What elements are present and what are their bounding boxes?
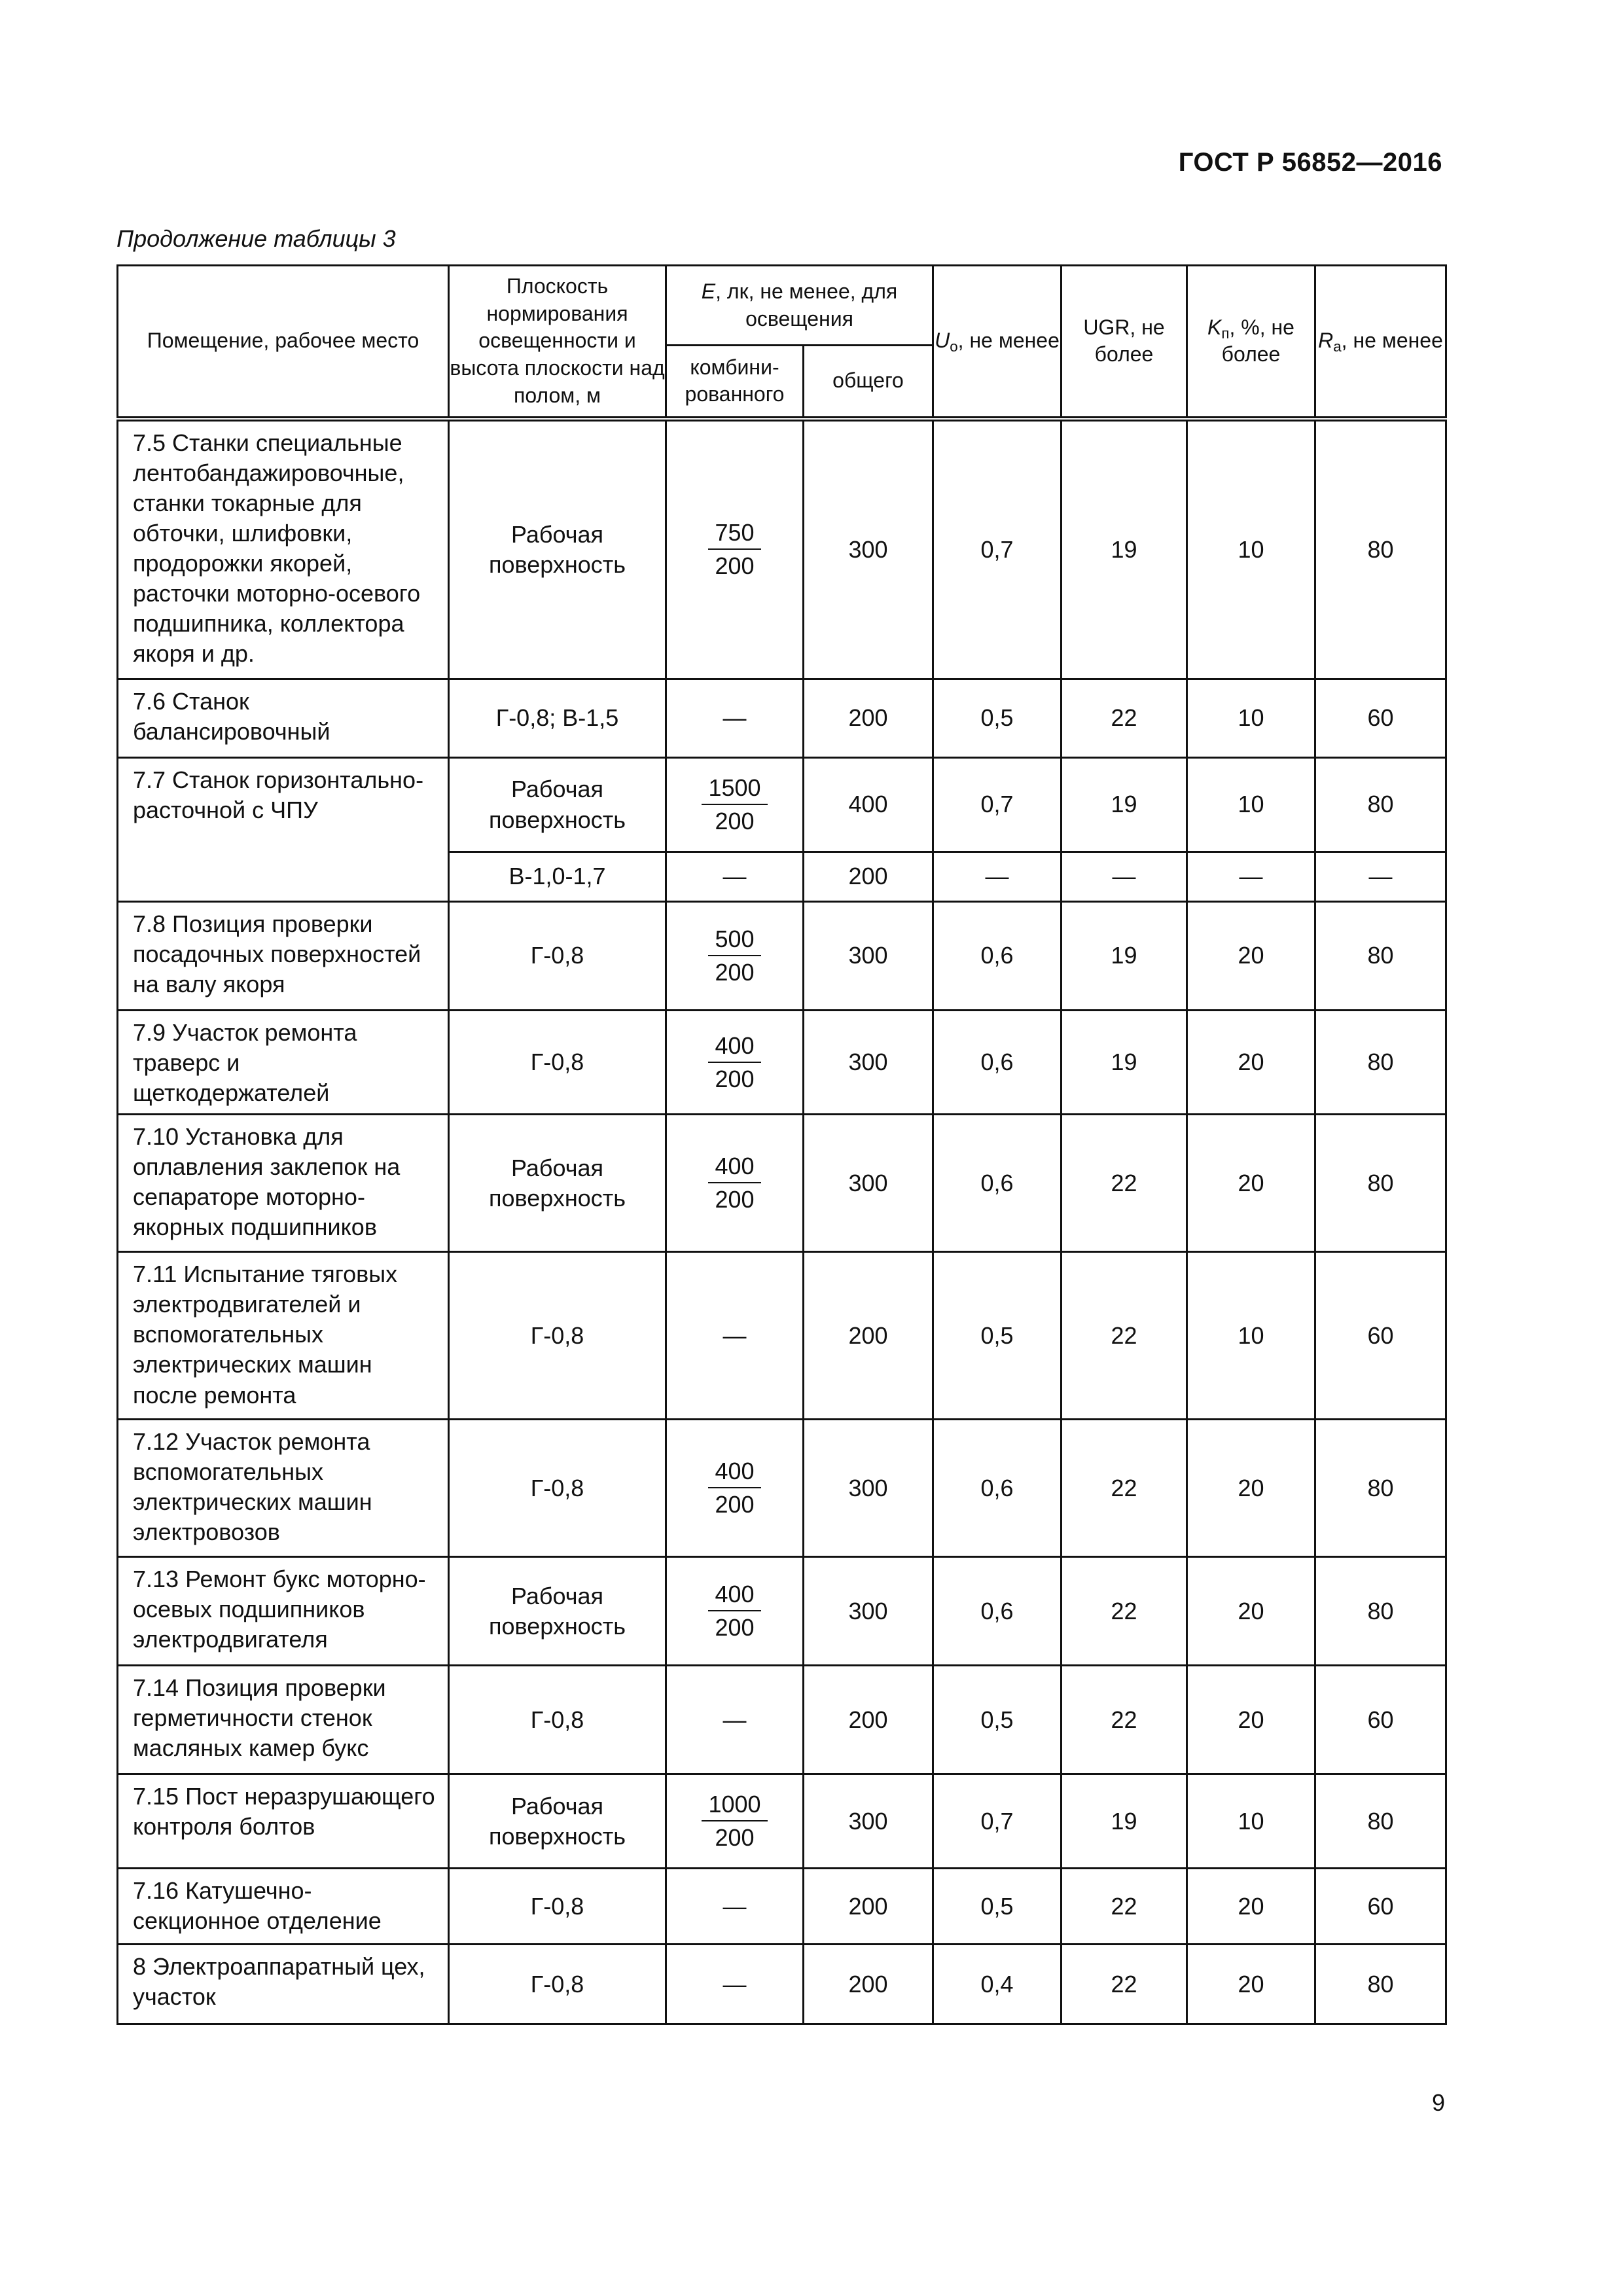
cell-ripple: 20 xyxy=(1187,1666,1315,1774)
cell-combined xyxy=(666,1011,804,1115)
fraction-numerator: 400 xyxy=(708,1579,760,1611)
document-code: ГОСТ Р 56852—2016 xyxy=(1178,148,1442,177)
cell-ripple: — xyxy=(1187,852,1315,902)
cell-general: 300 xyxy=(804,1774,933,1869)
cell-ugr: 19 xyxy=(1061,758,1187,852)
cell-room: 7.11 Испытание тяговых электродвигателей и вспомогательных электрических машин после ремонта xyxy=(118,1252,449,1420)
cell-plane: Рабочая поверхность xyxy=(449,419,666,679)
cell-uniformity: 0,6 xyxy=(933,1420,1061,1557)
cell-plane: Рабочая поверхность xyxy=(449,1115,666,1252)
cell-room: 7.6 Станок балансировочный xyxy=(118,679,449,758)
cell-room: 7.10 Установка для оплавления заклепок на сепараторе моторно-якорных подшипников xyxy=(118,1115,449,1252)
fraction-denominator: 200 xyxy=(715,1491,755,1518)
cell-combined xyxy=(666,1115,804,1252)
cell-color-rendering: — xyxy=(1315,852,1446,902)
cell-room: 7.16 Катушечно-секционное отделение xyxy=(118,1869,449,1945)
cell-uniformity: 0,7 xyxy=(933,419,1061,679)
cell-plane: Г-0,8 xyxy=(449,1420,666,1557)
cell-uniformity: 0,4 xyxy=(933,1945,1061,2024)
cell-ugr: 22 xyxy=(1061,1252,1187,1420)
header-plane: Плоскость нормирования освещенности и высота плоскости над полом, м xyxy=(449,266,666,419)
fraction-denominator: 200 xyxy=(715,1065,755,1092)
fraction-numerator: 750 xyxy=(708,518,760,550)
cell-combined: — xyxy=(666,1945,804,2024)
cell-ugr: 19 xyxy=(1061,1011,1187,1115)
cell-general: 300 xyxy=(804,419,933,679)
cell-ugr: 19 xyxy=(1061,1774,1187,1869)
illuminance-fraction xyxy=(708,518,760,581)
fraction-denominator: 200 xyxy=(715,1824,755,1852)
table-row xyxy=(118,1557,1446,1666)
cell-color-rendering: 80 xyxy=(1315,1945,1446,2024)
header-room: Помещение, рабочее место xyxy=(118,266,449,419)
cell-plane: Рабочая поверхность xyxy=(449,1557,666,1666)
cell-ripple: 10 xyxy=(1187,419,1315,679)
cell-room: 7.15 Пост неразрушающего контроля болтов xyxy=(118,1774,449,1869)
table-row xyxy=(118,1774,1446,1869)
cell-color-rendering: 80 xyxy=(1315,1011,1446,1115)
cell-uniformity: 0,5 xyxy=(933,1252,1061,1420)
cell-plane: Г-0,8 xyxy=(449,1252,666,1420)
cell-plane: Г-0,8 xyxy=(449,1945,666,2024)
header-ripple: $K_п$, %, не более xyxy=(1187,266,1315,419)
cell-ugr: 22 xyxy=(1061,1557,1187,1666)
cell-general: 300 xyxy=(804,902,933,1011)
cell-ugr: — xyxy=(1061,852,1187,902)
fraction-denominator: 200 xyxy=(715,552,755,580)
cell-room: 8 Электроаппаратный цех, участок xyxy=(118,1945,449,2024)
header-illuminance-group: E, лк, не менее, для освещения xyxy=(666,266,933,346)
cell-uniformity: 0,6 xyxy=(933,1557,1061,1666)
cell-uniformity: 0,6 xyxy=(933,1115,1061,1252)
cell-plane: Г-0,8; В-1,5 xyxy=(449,679,666,758)
cell-room: 7.12 Участок ремонта вспомогательных электрических машин электровозов xyxy=(118,1420,449,1557)
cell-general: 300 xyxy=(804,1011,933,1115)
cell-ripple: 20 xyxy=(1187,1420,1315,1557)
table-row xyxy=(118,419,1446,679)
fraction-numerator: 1500 xyxy=(702,773,767,805)
cell-general: 200 xyxy=(804,1666,933,1774)
cell-color-rendering: 80 xyxy=(1315,1774,1446,1869)
cell-ripple: 20 xyxy=(1187,1869,1315,1945)
cell-room: 7.8 Позиция проверки посадочных поверхностей на валу якоря xyxy=(118,902,449,1011)
table-row xyxy=(118,1252,1446,1420)
cell-room: 7.7 Станок горизонтально-расточной с ЧПУ xyxy=(118,758,449,852)
page-number: 9 xyxy=(1431,2089,1445,2116)
cell-room: 7.5 Станки специальные лентобандажировочные, станки токарные для обточки, шлифовки, продорожки якорей, расточки моторно-осевого подшипника, коллектора якоря и др. xyxy=(118,419,449,679)
cell-room xyxy=(118,852,449,902)
table-continuation-caption: Продолжение таблицы 3 xyxy=(116,225,396,252)
cell-general: 200 xyxy=(804,1945,933,2024)
cell-color-rendering: 80 xyxy=(1315,1557,1446,1666)
illuminance-fraction xyxy=(702,773,767,836)
cell-ugr: 19 xyxy=(1061,902,1187,1011)
cell-combined xyxy=(666,758,804,852)
fraction-numerator: 400 xyxy=(708,1151,760,1183)
fraction-denominator: 200 xyxy=(715,807,755,834)
cell-plane: Г-0,8 xyxy=(449,902,666,1011)
table-row xyxy=(118,679,1446,758)
cell-color-rendering: 80 xyxy=(1315,758,1446,852)
table-row xyxy=(118,1420,1446,1557)
cell-combined: — xyxy=(666,679,804,758)
cell-plane: Г-0,8 xyxy=(449,1869,666,1945)
cell-room: 7.14 Позиция проверки герметичности стенок масляных камер букс xyxy=(118,1666,449,1774)
cell-ugr: 22 xyxy=(1061,1869,1187,1945)
header-color-rendering: $R_а$, не менее xyxy=(1315,266,1446,419)
fraction-denominator: 200 xyxy=(715,1614,755,1641)
fraction-numerator: 400 xyxy=(708,1031,760,1063)
cell-ripple: 10 xyxy=(1187,1774,1315,1869)
cell-ugr: 22 xyxy=(1061,1420,1187,1557)
cell-color-rendering: 60 xyxy=(1315,1869,1446,1945)
cell-room: 7.9 Участок ремонта траверс и щеткодержателей xyxy=(118,1011,449,1115)
cell-uniformity: 0,5 xyxy=(933,679,1061,758)
cell-color-rendering: 60 xyxy=(1315,1666,1446,1774)
cell-combined xyxy=(666,1557,804,1666)
table-row xyxy=(118,1869,1446,1945)
cell-ripple: 10 xyxy=(1187,679,1315,758)
fraction-numerator: 400 xyxy=(708,1456,760,1488)
cell-general: 300 xyxy=(804,1115,933,1252)
cell-plane: Г-0,8 xyxy=(449,1666,666,1774)
cell-uniformity: 0,7 xyxy=(933,1774,1061,1869)
header-combined-lighting: комбини-рованного xyxy=(666,346,804,419)
illuminance-fraction xyxy=(708,1031,760,1094)
table-row xyxy=(118,1011,1446,1115)
table-row xyxy=(118,852,1446,902)
cell-ripple: 10 xyxy=(1187,1252,1315,1420)
cell-general: 200 xyxy=(804,1869,933,1945)
fraction-denominator: 200 xyxy=(715,958,755,986)
cell-combined: — xyxy=(666,1869,804,1945)
cell-color-rendering: 80 xyxy=(1315,902,1446,1011)
table-row xyxy=(118,1666,1446,1774)
cell-general: 200 xyxy=(804,679,933,758)
cell-uniformity: 0,6 xyxy=(933,902,1061,1011)
cell-color-rendering: 80 xyxy=(1315,419,1446,679)
cell-ugr: 22 xyxy=(1061,1666,1187,1774)
illuminance-fraction xyxy=(708,1579,760,1642)
cell-general: 300 xyxy=(804,1557,933,1666)
cell-plane: Г-0,8 xyxy=(449,1011,666,1115)
cell-general: 200 xyxy=(804,1252,933,1420)
cell-combined: — xyxy=(666,1252,804,1420)
cell-general: 400 xyxy=(804,758,933,852)
lighting-norms-table xyxy=(116,264,1447,2025)
cell-ripple: 20 xyxy=(1187,1557,1315,1666)
cell-ugr: 22 xyxy=(1061,679,1187,758)
cell-uniformity: 0,5 xyxy=(933,1666,1061,1774)
header-ugr: UGR, не более xyxy=(1061,266,1187,419)
cell-uniformity: 0,7 xyxy=(933,758,1061,852)
cell-ugr: 19 xyxy=(1061,419,1187,679)
cell-ugr: 22 xyxy=(1061,1945,1187,2024)
fraction-numerator: 500 xyxy=(708,924,760,956)
cell-combined xyxy=(666,902,804,1011)
header-general-lighting: общего xyxy=(804,346,933,419)
illuminance-fraction xyxy=(708,1456,760,1519)
cell-uniformity: 0,6 xyxy=(933,1011,1061,1115)
cell-ugr: 22 xyxy=(1061,1115,1187,1252)
cell-combined: — xyxy=(666,852,804,902)
cell-ripple: 20 xyxy=(1187,1945,1315,2024)
cell-color-rendering: 60 xyxy=(1315,1252,1446,1420)
illuminance-fraction xyxy=(708,1151,760,1214)
cell-color-rendering: 60 xyxy=(1315,679,1446,758)
cell-color-rendering: 80 xyxy=(1315,1115,1446,1252)
cell-ripple: 20 xyxy=(1187,1115,1315,1252)
illuminance-fraction xyxy=(702,1789,767,1852)
illuminance-fraction xyxy=(708,924,760,987)
cell-combined xyxy=(666,419,804,679)
table-row xyxy=(118,758,1446,852)
table-row xyxy=(118,1115,1446,1252)
cell-ripple: 20 xyxy=(1187,1011,1315,1115)
fraction-numerator: 1000 xyxy=(702,1789,767,1821)
table-row xyxy=(118,902,1446,1011)
cell-general: 300 xyxy=(804,1420,933,1557)
cell-combined xyxy=(666,1420,804,1557)
cell-ripple: 20 xyxy=(1187,902,1315,1011)
header-uniformity: $U_о$, не менее xyxy=(933,266,1061,419)
cell-uniformity: 0,5 xyxy=(933,1869,1061,1945)
cell-color-rendering: 80 xyxy=(1315,1420,1446,1557)
cell-plane: Рабочая поверхность xyxy=(449,1774,666,1869)
cell-plane: В-1,0-1,7 xyxy=(449,852,666,902)
fraction-denominator: 200 xyxy=(715,1186,755,1213)
cell-room: 7.13 Ремонт букс моторно-осевых подшипников электродвигателя xyxy=(118,1557,449,1666)
cell-combined xyxy=(666,1774,804,1869)
cell-ripple: 10 xyxy=(1187,758,1315,852)
cell-plane: Рабочая поверхность xyxy=(449,758,666,852)
cell-uniformity: — xyxy=(933,852,1061,902)
table-row xyxy=(118,1945,1446,2024)
cell-general: 200 xyxy=(804,852,933,902)
cell-combined: — xyxy=(666,1666,804,1774)
